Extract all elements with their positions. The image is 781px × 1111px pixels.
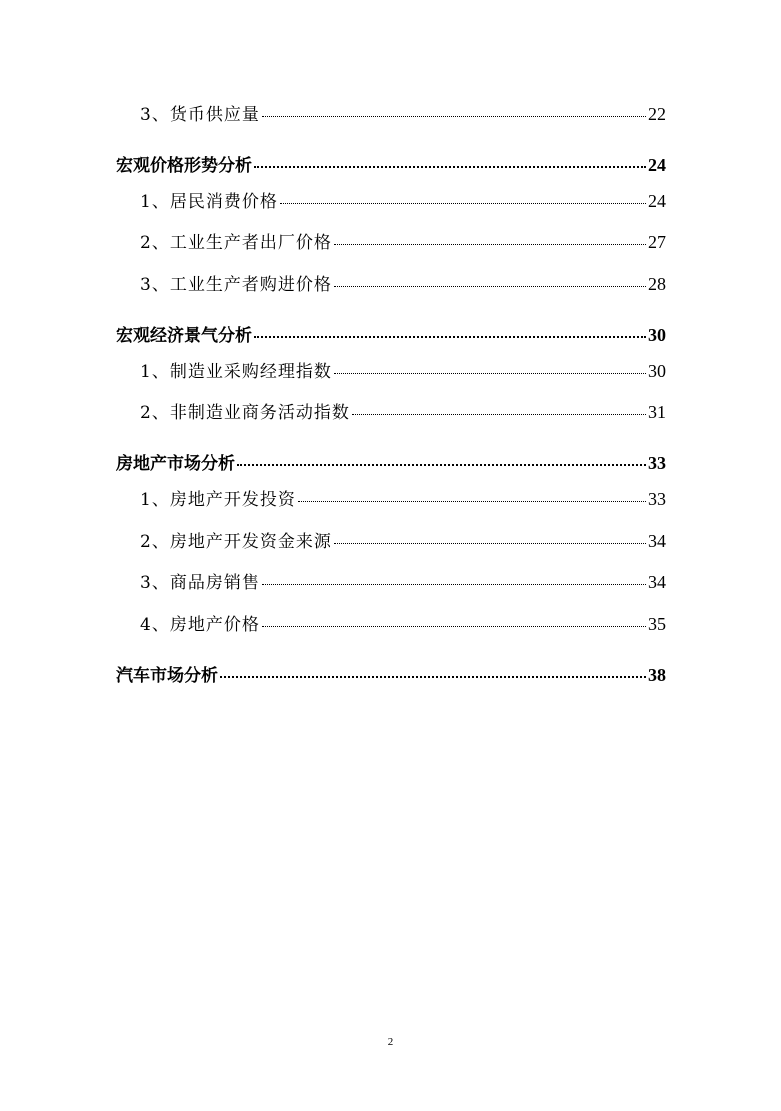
toc-section-page: 33 (648, 453, 666, 473)
dot-leader (334, 243, 646, 245)
dot-leader (298, 500, 646, 502)
toc-entry-label: 1、房地产开发投资 (140, 490, 296, 510)
toc-section[interactable] (116, 449, 666, 474)
toc-entry-page: 34 (648, 531, 666, 551)
dot-leader (334, 542, 646, 544)
toc-section-label: 房地产市场分析 (116, 454, 235, 474)
toc-section-page: 38 (648, 665, 666, 685)
toc-section-label: 汽车市场分析 (116, 666, 218, 686)
toc-entry-label: 2、房地产开发资金来源 (140, 532, 332, 552)
toc-entry-label: 1、居民消费价格 (140, 192, 278, 212)
toc-section-label: 宏观价格形势分析 (116, 156, 252, 176)
toc-entry-page: 28 (648, 274, 666, 294)
toc-entry[interactable] (116, 187, 666, 212)
dot-leader (352, 413, 646, 415)
toc-entry[interactable] (116, 610, 666, 635)
toc-entry[interactable] (116, 357, 666, 382)
dot-leader (262, 625, 646, 627)
toc-entry-label: 2、工业生产者出厂价格 (140, 233, 332, 253)
toc-entry-label: 2、非制造业商务活动指数 (140, 403, 350, 423)
toc-section-page: 24 (648, 155, 666, 175)
toc-section-label: 宏观经济景气分析 (116, 326, 252, 346)
toc-entry-label: 4、房地产价格 (140, 615, 260, 635)
toc-entry-page: 24 (648, 191, 666, 211)
toc-entry-page: 35 (648, 614, 666, 634)
toc-entry-page: 33 (648, 489, 666, 509)
dot-leader (254, 335, 646, 338)
toc-section[interactable] (116, 661, 666, 686)
toc-entry[interactable] (116, 398, 666, 423)
dot-leader (262, 583, 646, 585)
toc-entry[interactable] (116, 485, 666, 510)
dot-leader (334, 372, 646, 374)
toc-entry[interactable] (116, 100, 666, 125)
dot-leader (334, 285, 646, 287)
toc-entry-page: 27 (648, 232, 666, 252)
toc-section-page: 30 (648, 325, 666, 345)
toc-entry[interactable] (116, 527, 666, 552)
dot-leader (254, 165, 646, 168)
toc-entry[interactable] (116, 568, 666, 593)
toc-entry[interactable] (116, 228, 666, 253)
dot-leader (280, 202, 646, 204)
toc-section[interactable] (116, 321, 666, 346)
toc-entry-label: 3、商品房销售 (140, 573, 260, 593)
dot-leader (237, 463, 646, 466)
page-number: 2 (387, 1036, 394, 1048)
toc-entry-label: 1、制造业采购经理指数 (140, 362, 332, 382)
toc-entry-page: 34 (648, 572, 666, 592)
dot-leader (262, 115, 646, 117)
toc-entry-label: 3、货币供应量 (140, 105, 260, 125)
toc-entry-page: 22 (648, 104, 666, 124)
toc-entry-label: 3、工业生产者购进价格 (140, 275, 332, 295)
toc-section[interactable] (116, 151, 666, 176)
dot-leader (220, 675, 646, 678)
toc-entry[interactable] (116, 270, 666, 295)
toc-entry-page: 30 (648, 361, 666, 381)
toc-entry-page: 31 (648, 402, 666, 422)
